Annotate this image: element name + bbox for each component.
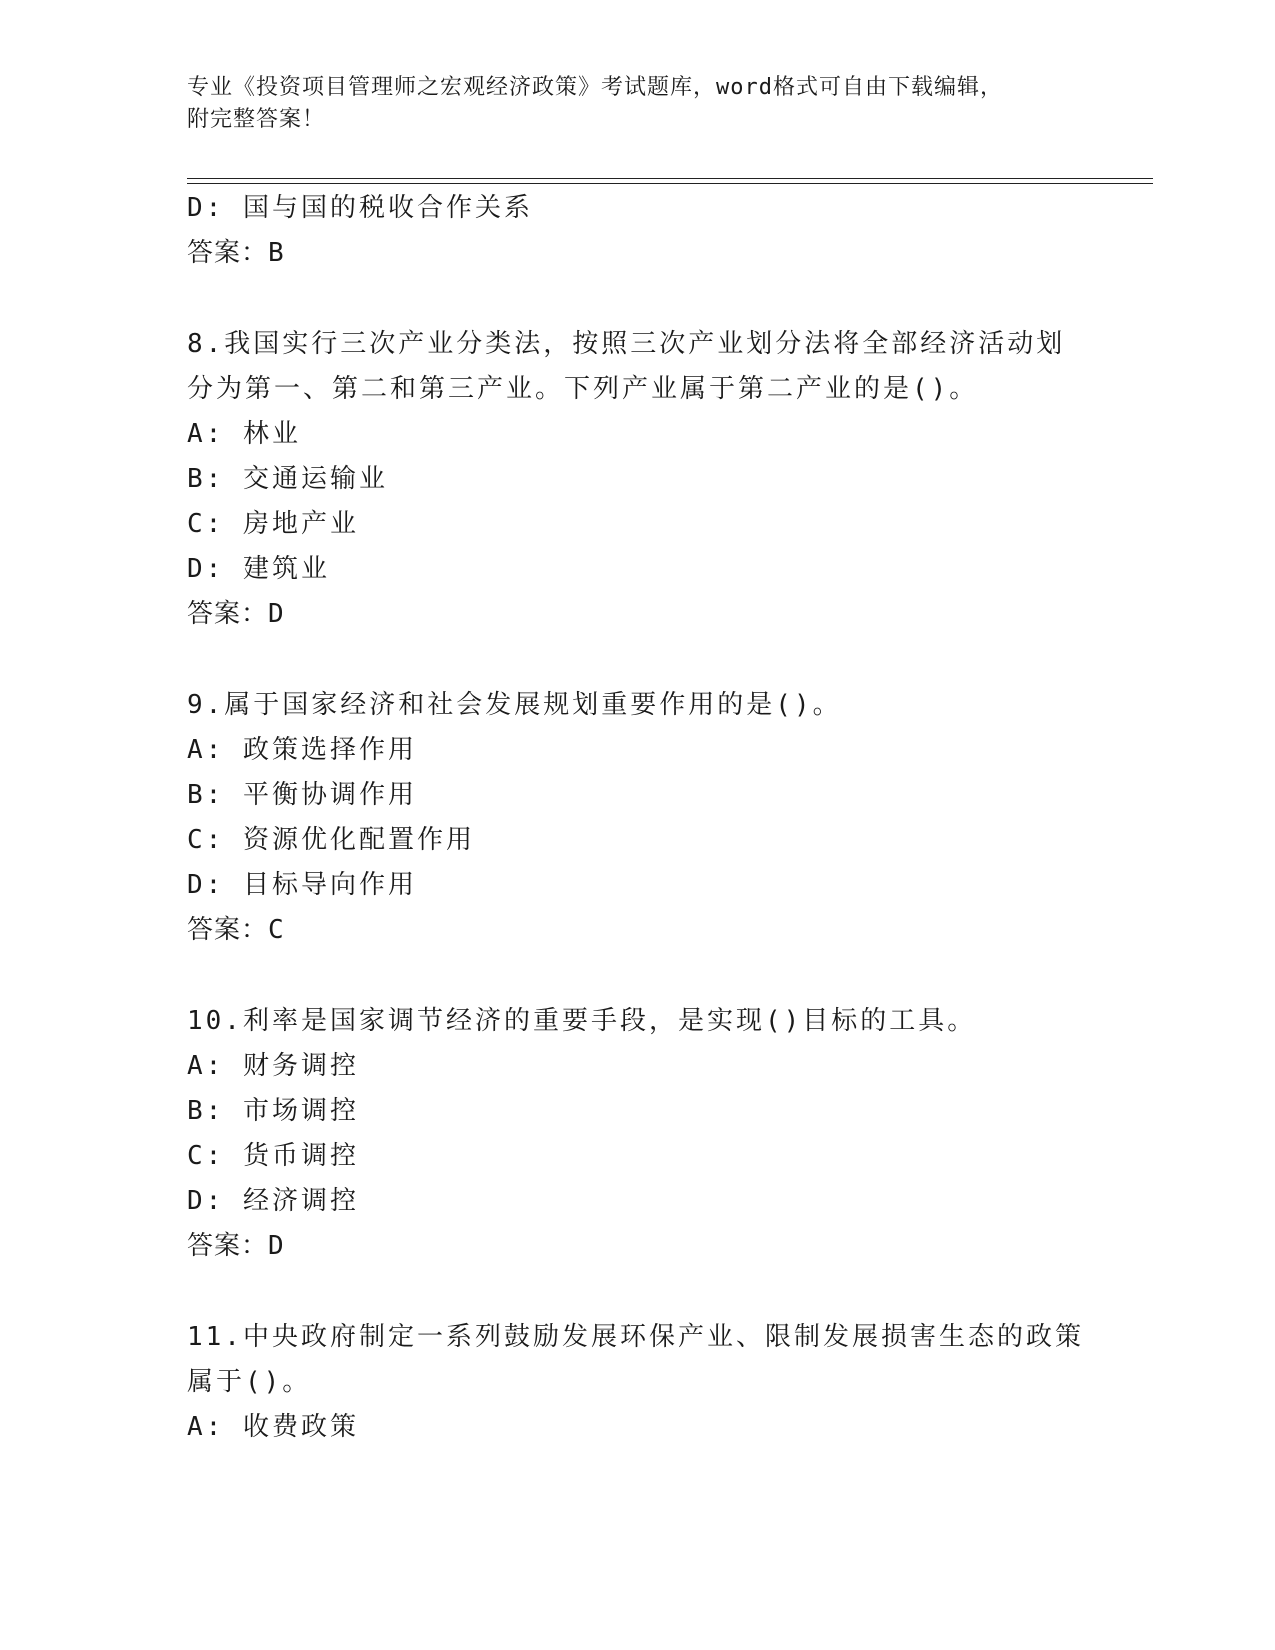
answer-line: 答案：D [187,1231,285,1261]
document-header [187,72,1067,136]
answer-line: 答案：C [187,915,285,945]
option-b: B: 市场调控 [187,1096,359,1126]
option-a: A: 林业 [187,419,301,449]
question-stem: 11.中央政府制定一系列鼓励发展环保产业、限制发展损害生态的政策 [187,1322,1084,1352]
option-c: C: 货币调控 [187,1141,359,1171]
answer-line: 答案：D [187,599,285,629]
question-prev [187,186,1087,276]
question-stem: 8.我国实行三次产业分类法，按照三次产业划分法将全部经济活动划 [187,329,1066,359]
option-d: D: 经济调控 [187,1186,359,1216]
option-a: A: 财务调控 [187,1051,359,1081]
header-divider-top [187,178,1153,179]
option-a: A: 政策选择作用 [187,735,417,765]
option-d: D: 国与国的税收合作关系 [187,193,533,223]
option-c: C: 资源优化配置作用 [187,825,475,855]
header-line-1: 专业《投资项目管理师之宏观经济政策》考试题库，word格式可自由下载编辑， [187,75,1003,100]
answer-line: 答案：B [187,238,285,268]
question-9 [187,683,1087,953]
question-stem-continued: 属于()。 [187,1367,312,1397]
option-a: A: 收费政策 [187,1412,359,1442]
question-10 [187,999,1087,1269]
question-stem: 9.属于国家经济和社会发展规划重要作用的是()。 [187,690,842,720]
question-list [187,186,1087,1450]
option-b: B: 交通运输业 [187,464,388,494]
header-divider-bottom [187,183,1153,184]
question-stem: 10.利率是国家调节经济的重要手段，是实现()目标的工具。 [187,1006,977,1036]
option-d: D: 建筑业 [187,554,330,584]
question-8 [187,322,1087,637]
question-stem-continued: 分为第一、第二和第三产业。下列产业属于第二产业的是()。 [187,374,979,404]
header-line-2: 附完整答案！ [187,107,326,132]
option-d: D: 目标导向作用 [187,870,417,900]
option-b: B: 平衡协调作用 [187,780,417,810]
question-11 [187,1315,1087,1450]
option-c: C: 房地产业 [187,509,359,539]
